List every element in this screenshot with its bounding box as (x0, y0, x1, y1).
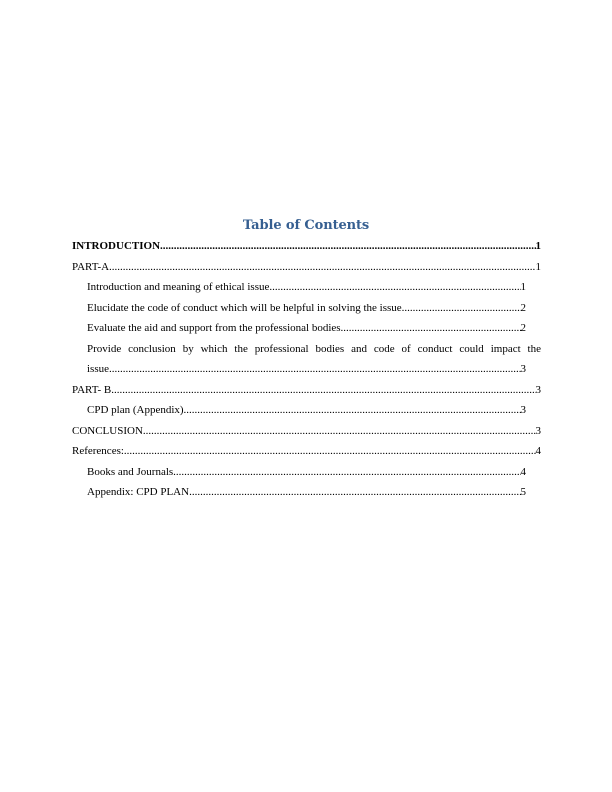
toc-entry-label: issue (87, 363, 109, 375)
toc-entry-books-journals[interactable] (87, 462, 526, 483)
toc-entry-page: 2 (520, 322, 526, 334)
toc-entry-page: 3 (535, 383, 541, 396)
dot-leader (143, 421, 536, 442)
dot-leader (109, 257, 535, 278)
toc-entry-code-of-conduct[interactable] (87, 298, 526, 319)
toc-entry-ethical-issue[interactable] (87, 277, 526, 298)
toc-entry-label: Books and Journals (87, 465, 174, 478)
toc-entry-part-a[interactable] (72, 257, 541, 278)
dot-leader (160, 236, 535, 257)
toc-entry-label: Provide conclusion by which the professional bodies and code of conduct could impact the (87, 342, 541, 355)
toc-entry-label: PART-A (72, 260, 110, 273)
toc-entry-aid-support[interactable] (87, 318, 526, 339)
toc-entry-page: 3 (520, 404, 526, 416)
toc-entry-page: 4 (535, 445, 541, 457)
dot-leader (341, 318, 521, 339)
toc-entry-label: References: (72, 445, 124, 457)
toc-entry-cpd-plan[interactable] (87, 400, 526, 421)
dot-leader (124, 441, 536, 462)
dot-leader (269, 277, 520, 298)
toc-entry-page: 1 (535, 240, 541, 252)
toc-title: Table of Contents (242, 218, 370, 233)
dot-leader (173, 462, 520, 483)
toc-entry-label: CONCLUSION (72, 424, 143, 437)
toc-entry-conclusion-impact-line2[interactable] (87, 359, 526, 380)
toc-entry-label: PART- B (72, 383, 112, 396)
toc-entry-page: 5 (520, 486, 526, 498)
dot-leader (109, 359, 521, 380)
dot-leader (184, 400, 521, 421)
toc-entry-label: Evaluate the aid and support from the professional bodies (87, 322, 341, 334)
toc-entry-label: CPD plan (Appendix) (87, 404, 184, 416)
toc-entry-page: 1 (535, 260, 541, 273)
toc-entry-part-b[interactable] (72, 380, 541, 401)
toc-entry-label: Appendix: CPD PLAN (87, 486, 190, 498)
toc-entry-page: 1 (520, 281, 526, 293)
toc-entry-page: 3 (520, 363, 526, 375)
toc-entry-introduction[interactable] (72, 236, 541, 257)
toc-entry-label: Introduction and meaning of ethical issue (87, 281, 270, 293)
dot-leader (189, 482, 520, 503)
toc-entry-page: 4 (520, 465, 526, 478)
toc-entry-conclusion-impact-line1[interactable] (87, 339, 541, 360)
table-of-contents (72, 236, 541, 503)
toc-entry-references[interactable] (72, 441, 541, 462)
toc-entry-page: 3 (535, 424, 541, 437)
toc-entry-conclusion[interactable] (72, 421, 541, 442)
dot-leader (111, 380, 535, 401)
toc-entry-label: Elucidate the code of conduct which will be helpful in solving the issue (87, 301, 402, 314)
dot-leader (402, 298, 521, 319)
toc-entry-page: 2 (520, 301, 526, 314)
toc-entry-appendix[interactable] (87, 482, 526, 503)
toc-entry-label: INTRODUCTION (72, 240, 161, 252)
